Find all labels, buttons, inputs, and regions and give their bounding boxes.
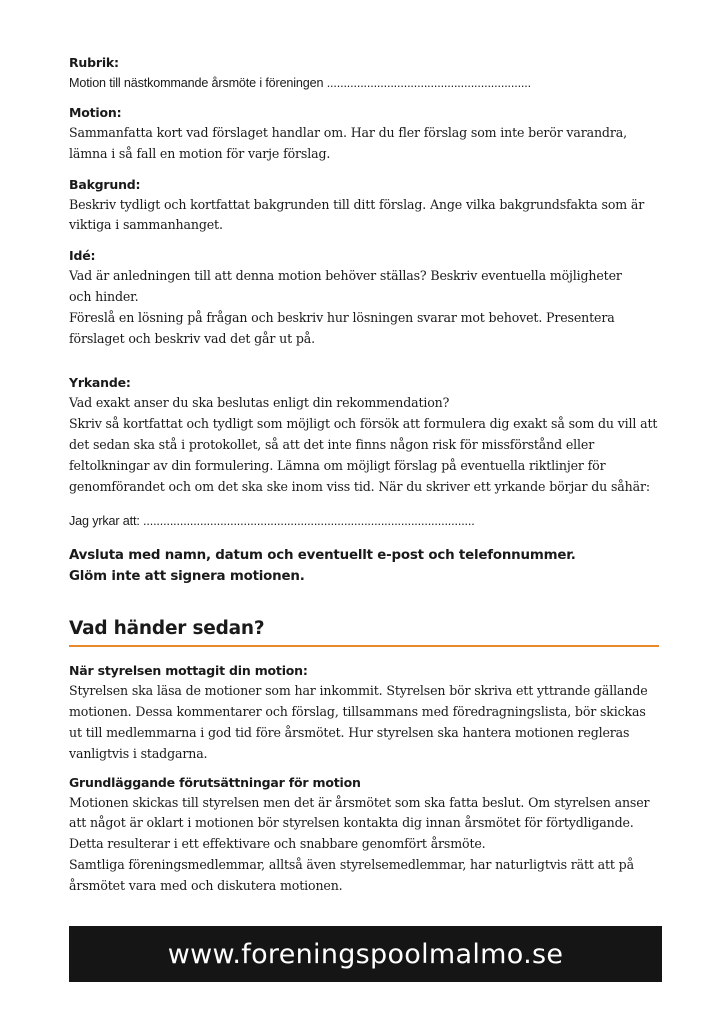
closing-line-2: Glöm inte att signera motionen. xyxy=(69,569,305,585)
closing-line-1: Avsluta med namn, datum och eventuellt e-post och telefonnummer. xyxy=(69,548,576,564)
document-body xyxy=(69,53,659,897)
ide-section xyxy=(69,246,659,349)
grund-section xyxy=(69,773,659,897)
motion-label: Motion: xyxy=(69,105,122,120)
yrkande-label: Yrkande: xyxy=(69,375,131,391)
motion-text: Sammanfatta kort vad förslaget handlar om. Har du fler förslag som inte berör varandra, lämna i så fall en motion för varje förslag. xyxy=(69,125,627,161)
styrelsen-label: När styrelsen mottagit din motion: xyxy=(69,663,308,679)
motion-section xyxy=(69,103,659,165)
yrkande-section xyxy=(69,373,659,497)
rubrik-section xyxy=(69,53,659,93)
bakgrund-section xyxy=(69,175,659,237)
grund-text-2: Samtliga föreningsmedlemmar, alltså även styrelsemedlemmar, har naturligtvis rätt att på årsmötet vara med och diskutera motionen. xyxy=(69,856,634,893)
footer-url: www.foreningspoolmalmo.se xyxy=(167,938,564,970)
yrkande-text-1: Vad exakt anser du ska beslutas enligt din rekommendation? xyxy=(69,395,450,411)
ide-label: Idé: xyxy=(69,248,96,264)
footer-banner xyxy=(69,926,662,982)
bakgrund-label: Bakgrund: xyxy=(69,176,141,192)
bakgrund-text: Beskriv tydligt och kortfattat bakgrunden till ditt förslag. Ange vilka bakgrundsfakta som är viktiga i sammanhanget. xyxy=(69,196,645,233)
yrkande-text-2: Skriv så kortfattat och tydligt som möjligt och försök att formulera dig exakt så som du vill att det sedan ska stå i protokollet, så att det inte finns någon risk för missförstånd eller feltolkningar av din formulering. Lämna om möjligt förslag på eventuella riktlinjer för genomförandet och om det ska ske inom viss tid. När du skriver ett yrkande börjar du såhär: xyxy=(69,416,658,494)
grund-text-1: Motionen skickas till styrelsen men det är årsmötet som ska fatta beslut. Om styrelsen anser att något är oklart i motionen bör styrelsen kontakta dig innan årsmötet för förtydligande. Detta resulterar i ett effektivare och snabbare genomfört årsmöte. xyxy=(69,794,650,852)
styrelsen-section xyxy=(69,661,659,764)
styrelsen-text: Styrelsen ska läsa de motioner som har inkommit. Styrelsen bör skriva ett yttrande gällande motionen. Dessa kommentarer och förslag, tillsammans med föredragningslista, bör skickas ut till medlemmarna i god tid före årsmötet. Hur styrelsen ska hantera motionen regleras vanligtvis i stadgarna. xyxy=(69,683,648,761)
section-title: Vad händer sedan? xyxy=(69,617,659,647)
rubrik-label: Rubrik: xyxy=(69,55,119,70)
closing-section xyxy=(69,545,659,587)
grund-label: Grundläggande förutsättningar för motion xyxy=(69,774,361,790)
ide-text-1: Vad är anledningen till att denna motion behöver ställas? Beskriv eventuella möjligheter och hinder. xyxy=(69,268,622,304)
jag-yrkar-line: Jag yrkar att: ................................................................................................... xyxy=(69,514,475,529)
rubrik-text: Motion till nästkommande årsmöte i föreningen ............................................................. xyxy=(69,76,531,90)
ide-text-2: Föreslå en lösning på frågan och beskriv hur lösningen svarar mot behovet. Presentera förslaget och beskriv vad det går ut på. xyxy=(69,309,615,346)
